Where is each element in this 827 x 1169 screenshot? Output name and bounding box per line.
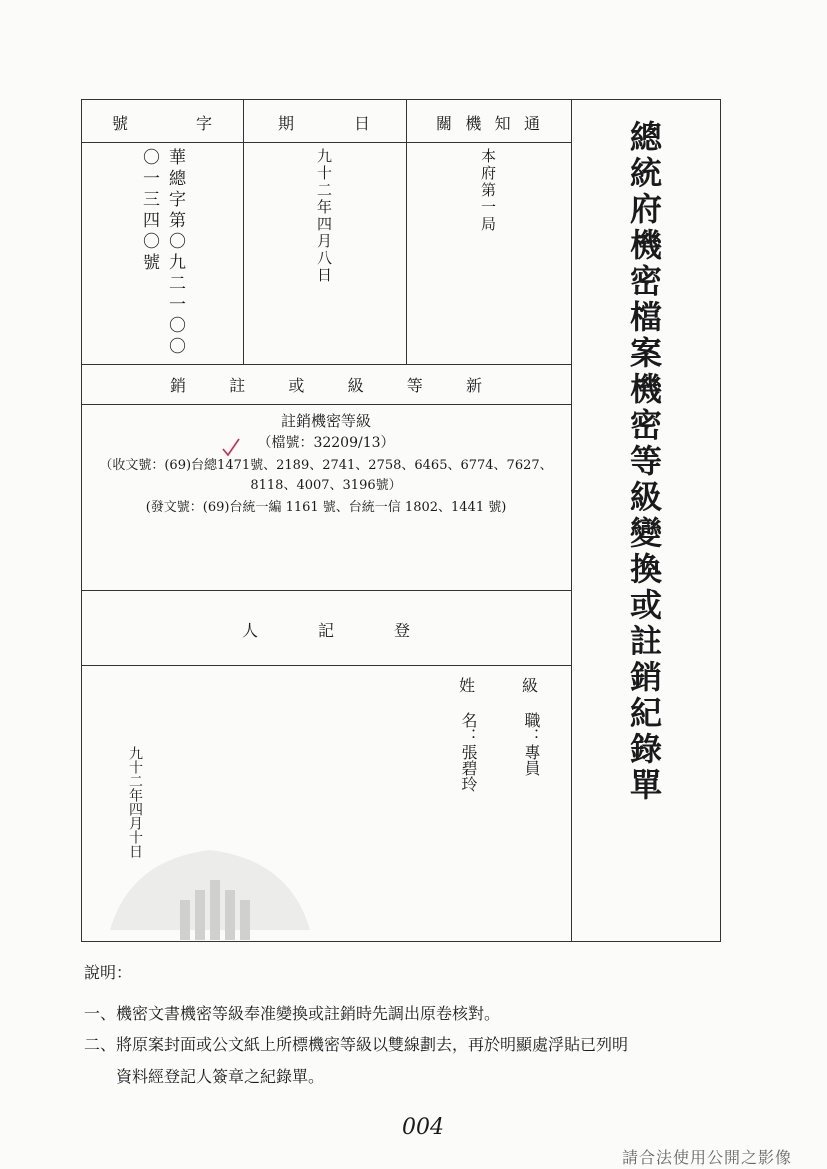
header-row-divider bbox=[81, 142, 571, 143]
registrar-header: 人 記 登 bbox=[242, 621, 410, 640]
name-label: 姓 bbox=[459, 676, 476, 695]
archive-logo-watermark bbox=[100, 840, 320, 940]
rank-label: 級 bbox=[522, 676, 539, 695]
table-border-top bbox=[81, 99, 721, 100]
header-agency: 關 機 知 通 bbox=[436, 114, 540, 133]
table-border-left bbox=[81, 99, 82, 942]
document-number-col2: 〇一三四〇號 bbox=[139, 148, 159, 274]
name-value: 名：張碧玲 bbox=[459, 712, 478, 792]
cancel-line-3: （收文號：(69)台總1471號、2189、2741、2758、6465、6774、7627、 bbox=[99, 458, 553, 473]
footer-watermark: 請合法使用公開之影像 bbox=[622, 1148, 793, 1167]
check-mark-icon bbox=[221, 437, 241, 459]
row-divider-3 bbox=[81, 590, 571, 591]
notes-item-1: 一、機密文書機密等級奉准變換或註銷時先調出原卷核對。 bbox=[84, 1004, 501, 1023]
cancel-line-4: 8118、4007、3196號） bbox=[250, 478, 402, 493]
header-number: 號 字 bbox=[112, 114, 212, 133]
column-divider-2 bbox=[406, 99, 407, 364]
rank-value: 職：專員 bbox=[522, 712, 541, 776]
notes-heading: 說明： bbox=[84, 963, 133, 982]
cancel-line-1: 註銷機密等級 bbox=[280, 412, 371, 430]
row-divider-1 bbox=[81, 364, 571, 365]
title-column-divider bbox=[571, 99, 572, 942]
table-border-right bbox=[720, 99, 721, 942]
header-date: 期 日 bbox=[278, 114, 370, 133]
notes-item-2a: 二、將原案封面或公文紙上所標機密等級以雙線劃去，再於明顯處浮貼已列明 bbox=[84, 1035, 629, 1054]
row-divider-4 bbox=[81, 665, 571, 666]
agency-name: 本府第一局 bbox=[479, 148, 497, 233]
document-date: 九十二年四月八日 bbox=[315, 148, 333, 284]
page-number: 004 bbox=[402, 1115, 444, 1140]
column-divider-1 bbox=[243, 99, 244, 364]
row-divider-2 bbox=[81, 404, 571, 405]
notes-item-2b: 資料經登記人簽章之紀錄單。 bbox=[116, 1067, 325, 1086]
form-title: 總統府機密檔案機密等級變換或註銷紀錄單 bbox=[625, 120, 663, 804]
cancel-line-5: (發文號：(69)台統一編 1161 號、台統一信 1802、1441 號) bbox=[145, 500, 507, 515]
cancel-line-2: （檔號：32209/13） bbox=[257, 435, 395, 451]
registrar-date: 九十二年四月十日 bbox=[127, 746, 143, 858]
document-number-col1: 華總字第〇九二一〇〇 bbox=[165, 148, 185, 358]
cancel-header: 銷 註 或 級 等 新 bbox=[170, 376, 482, 395]
table-border-bottom bbox=[81, 941, 721, 942]
